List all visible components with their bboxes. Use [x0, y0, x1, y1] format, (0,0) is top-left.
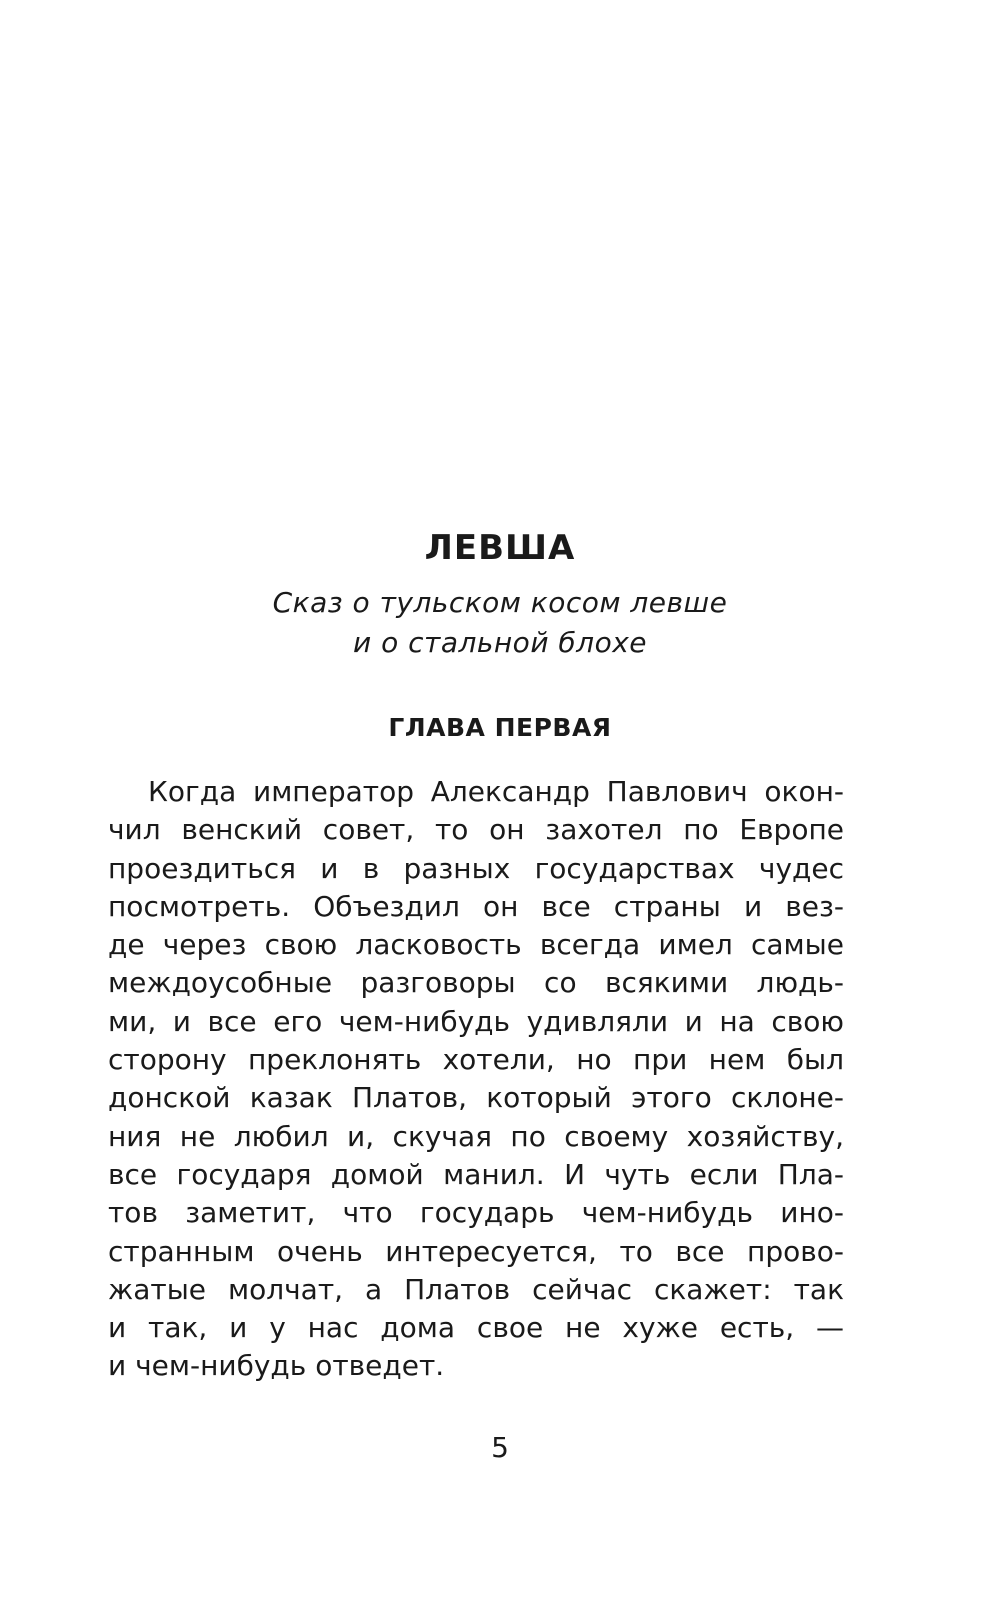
paragraph-line: все государя домой манил. И чуть если Пла-	[108, 1157, 844, 1191]
chapter-title: ГЛАВА ПЕРВАЯ	[388, 713, 612, 742]
subtitle-line: Сказ о тульском косом левше	[272, 586, 728, 619]
paragraph-line: де через свою ласковость всегда имел самые	[108, 928, 844, 962]
paragraph-line: и так, и у нас дома свое не хуже есть, —	[108, 1311, 844, 1345]
paragraph-line: ми, и все его чем-нибудь удивляли и на свою	[108, 1004, 844, 1038]
paragraph-line: сторону преклонять хотели, но при нем был	[108, 1043, 844, 1077]
page-number: 5	[491, 1431, 509, 1464]
paragraph	[108, 773, 844, 1386]
paragraph-line: тов заметит, что государь чем-нибудь ино-	[108, 1196, 844, 1230]
paragraph-line: донской казак Платов, который этого склоне-	[108, 1081, 844, 1115]
paragraph-line: междоусобные разговоры со всякими людь-	[108, 966, 844, 1000]
subtitle-line: и о стальной блохе	[352, 626, 648, 659]
paragraph-line: жатые молчат, а Платов сейчас скажет: так	[108, 1272, 844, 1306]
paragraph-line: посмотреть. Объездил он все страны и вез-	[108, 889, 844, 923]
story-title: ЛЕВША	[424, 528, 576, 568]
paragraph-line: проездиться и в разных государствах чудес	[108, 851, 844, 885]
paragraph-line: чил венский совет, то он захотел по Европе	[108, 813, 844, 847]
paragraph-line: и чем-нибудь отведет.	[108, 1349, 445, 1383]
paragraph-line: ния не любил и, скучая по своему хозяйству,	[108, 1119, 844, 1153]
story-subtitle	[0, 583, 1000, 663]
paragraph-line: Когда император Александр Павлович окон-	[148, 775, 844, 808]
paragraph-line: странным очень интересуется, то все прово-	[108, 1234, 844, 1268]
